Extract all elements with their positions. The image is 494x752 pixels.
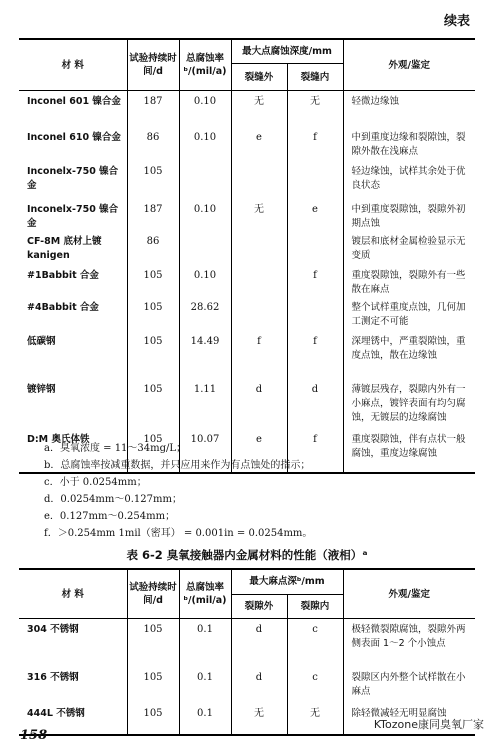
table-row — [19, 265, 475, 297]
table-row — [19, 619, 475, 667]
row-corrosion-rate: 1.11 — [179, 379, 231, 429]
row-duration: 105 — [127, 429, 179, 473]
row-outside-crevice — [231, 231, 287, 265]
row-material: #1Babbit 合金 — [27, 269, 99, 281]
row-appearance: 除轻微减轻无明显腐蚀 — [343, 703, 475, 735]
row-corrosion-rate: 0.10 — [179, 127, 231, 161]
footnote-c: c．小于 0.0254mm； — [44, 477, 147, 488]
footnote-b: b．总腐蚀率按减重数据，并只应用来作为有点蚀处的指示； — [44, 460, 311, 471]
row-outside-crevice: d — [231, 667, 287, 703]
t2-header-pit-depth: 最大麻点深ᵇ/mm — [231, 569, 343, 594]
table-row — [19, 331, 475, 379]
header-corrosion-rate: 总腐蚀率ᵇ/(mil/a) — [179, 39, 231, 91]
row-duration: 105 — [127, 619, 179, 667]
row-material: 低碳钢 — [27, 335, 56, 347]
row-appearance: 轻微边缘蚀 — [343, 91, 475, 127]
row-appearance: 中到重度边缘和裂隙蚀，裂隙外散在浅麻点 — [343, 127, 475, 161]
row-duration: 86 — [127, 231, 179, 265]
row-material: CF-8M 底材上镀kanigen — [27, 235, 102, 261]
row-appearance: 中到重度裂隙蚀，裂隙外初期点蚀 — [343, 199, 475, 231]
watermark-text: KTozone康同臭氧厂家 — [373, 718, 484, 731]
row-inside-crevice: f — [287, 331, 343, 379]
row-appearance: 重度裂隙蚀，伴有点状一般腐蚀，重度边缘腐蚀 — [343, 429, 475, 473]
row-outside-crevice: e — [231, 127, 287, 161]
row-inside-crevice — [287, 297, 343, 331]
row-appearance: 轻边缘蚀，试样其余处于优良状态 — [343, 161, 475, 199]
row-inside-crevice: f — [287, 127, 343, 161]
row-inside-crevice: c — [287, 667, 343, 703]
row-inside-crevice — [287, 231, 343, 265]
row-material: 镀锌钢 — [27, 383, 56, 395]
row-appearance: 薄镀层残存，裂隙内外有一小麻点，镀锌表面有均匀腐蚀，无镀层的边缘腐蚀 — [343, 379, 475, 429]
row-inside-crevice: f — [287, 429, 343, 473]
table-row — [19, 379, 475, 429]
page-number: 158 — [20, 728, 48, 743]
table-row — [19, 127, 475, 161]
table-row — [19, 231, 475, 265]
row-appearance: 重度裂隙蚀，裂隙外有一些散在麻点 — [343, 265, 475, 297]
row-duration: 187 — [127, 199, 179, 231]
row-appearance: 深埋锈中，严重裂隙蚀，重度点蚀，散在边缘蚀 — [343, 331, 475, 379]
row-corrosion-rate: 14.49 — [179, 331, 231, 379]
table-row — [19, 161, 475, 199]
t2-header-duration: 试验持续时间/d — [127, 569, 179, 619]
row-corrosion-rate — [179, 231, 231, 265]
row-material: Inconelx-750 镍合金 — [27, 165, 119, 191]
row-inside-crevice: d — [287, 379, 343, 429]
table-row — [19, 297, 475, 331]
row-inside-crevice: 无 — [287, 703, 343, 735]
row-outside-crevice: 无 — [231, 91, 287, 127]
t2-header-corrosion-rate: 总腐蚀率ᵇ/(mil/a) — [179, 569, 231, 619]
t2-header-material: 材 料 — [19, 569, 127, 619]
row-inside-crevice: f — [287, 265, 343, 297]
header-appearance: 外观/鉴定 — [343, 39, 475, 91]
row-material: 316 不锈钢 — [27, 671, 79, 683]
t2-header-appearance: 外观/鉴定 — [343, 569, 475, 619]
materials-table-continued — [19, 38, 475, 474]
contactor-materials-table — [19, 568, 475, 736]
row-corrosion-rate — [179, 161, 231, 199]
row-corrosion-rate: 10.07 — [179, 429, 231, 473]
footnote-e: e．0.127mm～0.254mm； — [44, 511, 176, 522]
row-inside-crevice: c — [287, 619, 343, 667]
row-inside-crevice — [287, 161, 343, 199]
row-material: D:M 奥氏体铁 — [19, 429, 127, 473]
row-inside-crevice: 无 — [287, 91, 343, 127]
header-pit-depth: 最大点腐蚀深度/mm — [231, 39, 343, 64]
continued-label: 续表 — [443, 14, 470, 29]
row-outside-crevice — [231, 265, 287, 297]
row-duration: 105 — [127, 667, 179, 703]
table-row — [19, 199, 475, 231]
row-duration: 187 — [127, 91, 179, 127]
header-duration: 试验持续时间/d — [127, 39, 179, 91]
row-duration: 105 — [127, 379, 179, 429]
row-corrosion-rate: 0.1 — [179, 667, 231, 703]
row-corrosion-rate: 0.10 — [179, 199, 231, 231]
row-appearance: 极轻微裂隙腐蚀，裂隙外两侧表面 1～2 个小蚀点 — [343, 619, 475, 667]
header-material: 材 料 — [19, 39, 127, 91]
row-outside-crevice: d — [231, 379, 287, 429]
row-material: Inconelx-750 镍合金 — [27, 203, 119, 229]
row-corrosion-rate: 0.10 — [179, 265, 231, 297]
row-duration: 105 — [127, 161, 179, 199]
row-corrosion-rate: 0.1 — [179, 703, 231, 735]
footnotes — [44, 440, 474, 542]
row-material: Inconel 610 镍合金 — [27, 131, 121, 143]
row-material: Inconel 601 镍合金 — [27, 96, 121, 107]
table-row — [19, 91, 475, 127]
row-duration: 86 — [127, 127, 179, 161]
row-outside-crevice — [231, 161, 287, 199]
row-appearance: 镀层和底材金属检验显示无变质 — [343, 231, 475, 265]
row-duration: 105 — [127, 297, 179, 331]
table-row — [19, 667, 475, 703]
row-material: #4Babbit 合金 — [27, 301, 99, 313]
row-duration: 105 — [127, 265, 179, 297]
row-duration: 105 — [127, 331, 179, 379]
row-appearance: 整个试样重度点蚀，几何加工测定不可能 — [343, 297, 475, 331]
row-corrosion-rate: 28.62 — [179, 297, 231, 331]
row-outside-crevice: 无 — [231, 199, 287, 231]
footnote-d: d．0.0254mm～0.127mm； — [44, 494, 182, 505]
row-outside-crevice: 无 — [231, 703, 287, 735]
row-material: 444L 不锈钢 — [19, 703, 127, 735]
row-corrosion-rate: 0.1 — [179, 619, 231, 667]
row-material: 304 不锈钢 — [27, 624, 79, 635]
row-duration: 105 — [127, 703, 179, 735]
header-inside-crevice: 裂缝内 — [287, 64, 343, 91]
row-outside-crevice: e — [231, 429, 287, 473]
table2-title: 表 6-2 臭氧接触器内金属材料的性能（液相）ᵃ — [126, 548, 368, 562]
footnote-a: a．臭氧浓度 = 11～34mg/L； — [44, 443, 187, 454]
t2-header-outside-crevice: 裂隙外 — [231, 594, 287, 618]
row-outside-crevice — [231, 297, 287, 331]
header-outside-crevice: 裂缝外 — [231, 64, 287, 91]
row-inside-crevice: e — [287, 199, 343, 231]
footnote-f: f．＞0.254mm 1mil（密耳） = 0.001in = 0.0254mm。 — [44, 528, 313, 539]
t2-header-inside-crevice: 裂隙内 — [287, 594, 343, 618]
row-corrosion-rate: 0.10 — [179, 91, 231, 127]
row-outside-crevice: f — [231, 331, 287, 379]
row-outside-crevice: d — [231, 619, 287, 667]
row-appearance: 裂隙区内外整个试样散在小麻点 — [343, 667, 475, 703]
